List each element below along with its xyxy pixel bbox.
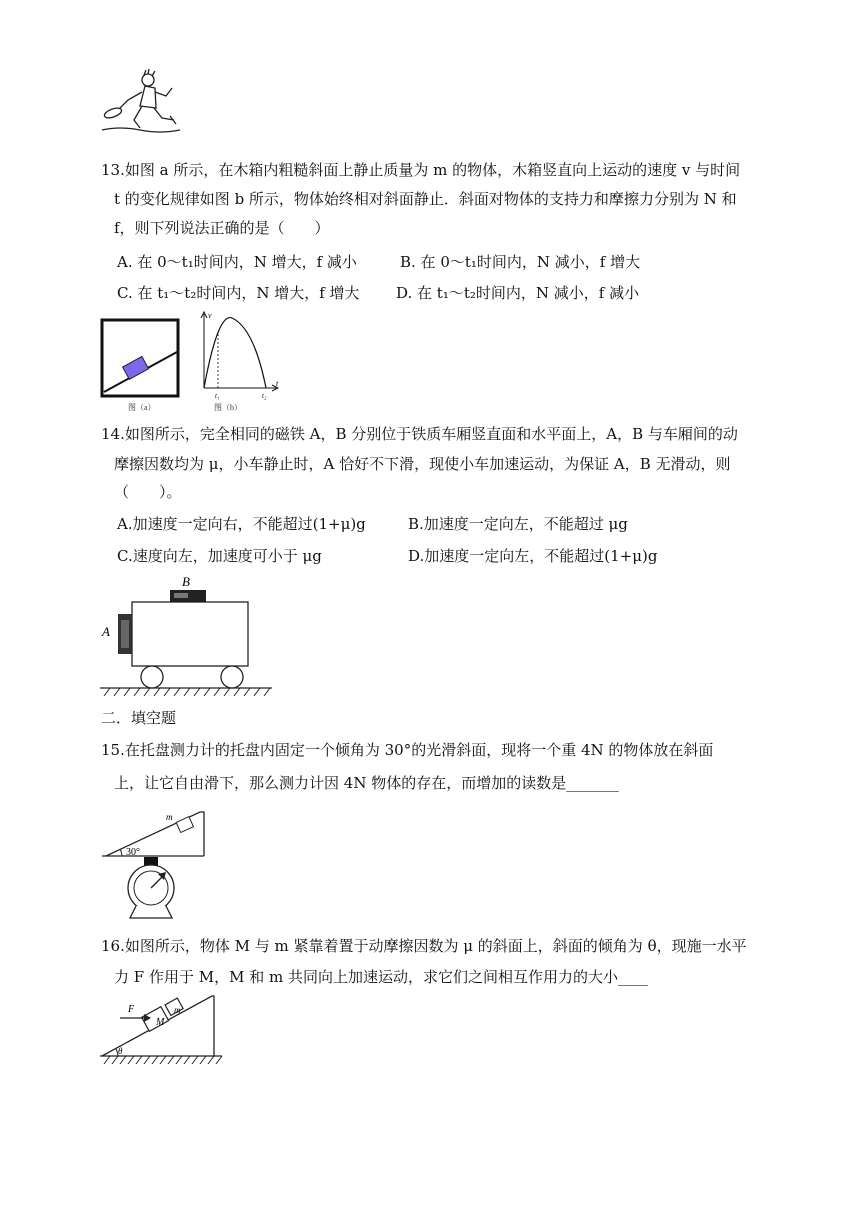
q16-label-big-m: M bbox=[156, 1017, 165, 1028]
q15-mass-label: m bbox=[166, 812, 173, 822]
q16-stem-line1: 16.如图所示，物体 M 与 m 紧靠着置于动摩擦因数为 μ 的斜面上，斜面的倾角为 θ，现施一水平 bbox=[101, 937, 747, 955]
q14-label-a: A bbox=[102, 624, 110, 639]
q15-stem-line1: 15.在托盘测力计的托盘内固定一个倾角为 30°的光滑斜面，现将一个重 4N 的物体放在斜面 bbox=[101, 741, 714, 759]
q14-stem-line1: 14.如图所示，完全相同的磁铁 A，B 分别位于铁质车厢竖直面和水平面上，A，B 与车厢间的动 bbox=[101, 425, 738, 443]
q14-option-b: B.加速度一定向左，不能超过 μg bbox=[408, 515, 628, 533]
q13-figure-a-box-incline bbox=[100, 318, 182, 414]
q14-figure-cart-magnets bbox=[100, 574, 276, 698]
q13-option-a: A. 在 0～t₁时间内，N 增大，f 减小 bbox=[117, 253, 357, 271]
q16-figure-incline-blocks bbox=[100, 994, 224, 1068]
q16-stem-line2: 力 F 作用于 M，M 和 m 共同向上加速运动，求它们之间相互作用力的大小____ bbox=[114, 968, 648, 986]
q15-angle-label: 30° bbox=[126, 847, 140, 858]
q14-option-c: C.速度向左，加速度可小于 μg bbox=[117, 547, 322, 565]
q13-fig-a-caption: 图（a） bbox=[128, 403, 156, 412]
q14-option-a: A.加速度一定向右，不能超过(1+μ)g bbox=[117, 515, 366, 533]
q14-stem-line2: 摩擦因数均为 μ，小车静止时，A 恰好不下滑，现使小车加速运动，为保证 A，B 无滑动，则 bbox=[114, 455, 731, 473]
q16-theta-label: θ bbox=[118, 1046, 123, 1056]
q13-fig-b-caption: 图（b） bbox=[214, 403, 242, 412]
q13-figure-b-vt-graph bbox=[192, 308, 282, 414]
q13-option-c: C. 在 t₁～t₂时间内，N 增大，f 增大 bbox=[117, 284, 360, 302]
q13-stem-line3: f，则下列说法正确的是（ ） bbox=[114, 219, 330, 237]
q14-stem-line3: （ ）。 bbox=[114, 483, 182, 501]
q14-label-b: B bbox=[182, 574, 190, 589]
q15-stem-line2: 上，让它自由滑下，那么测力计因 4N 物体的存在，而增加的读数是_______ bbox=[114, 774, 619, 792]
q13-stem-line1: 13.如图 a 所示，在木箱内粗糙斜面上静止质量为 m 的物体，木箱竖直向上运动的速度 v 与时间 bbox=[101, 161, 741, 179]
q14-option-d: D.加速度一定向左，不能超过(1+μ)g bbox=[408, 547, 658, 565]
q16-label-small-m: m bbox=[174, 1005, 181, 1015]
q13-graph-v-label: v bbox=[208, 311, 212, 320]
q13-option-b: B. 在 0～t₁时间内，N 减小，f 增大 bbox=[400, 253, 641, 271]
q13-graph-t-label: t bbox=[276, 379, 279, 388]
badminton-player-illustration bbox=[100, 68, 186, 136]
section-heading-fill-in: 二．填空题 bbox=[101, 709, 177, 727]
q13-stem-line2: t 的变化规律如图 b 所示，物体始终相对斜面静止．斜面对物体的支持力和摩擦力分别为 N 和 bbox=[114, 190, 737, 208]
q15-figure-scale-incline bbox=[100, 800, 212, 924]
q13-option-d: D. 在 t₁～t₂时间内，N 减小，f 减小 bbox=[396, 284, 640, 302]
q13-graph-t2-label: t₂ bbox=[262, 392, 267, 400]
q16-label-f: F bbox=[128, 1004, 135, 1015]
q13-graph-t1-label: t₁ bbox=[215, 392, 220, 400]
